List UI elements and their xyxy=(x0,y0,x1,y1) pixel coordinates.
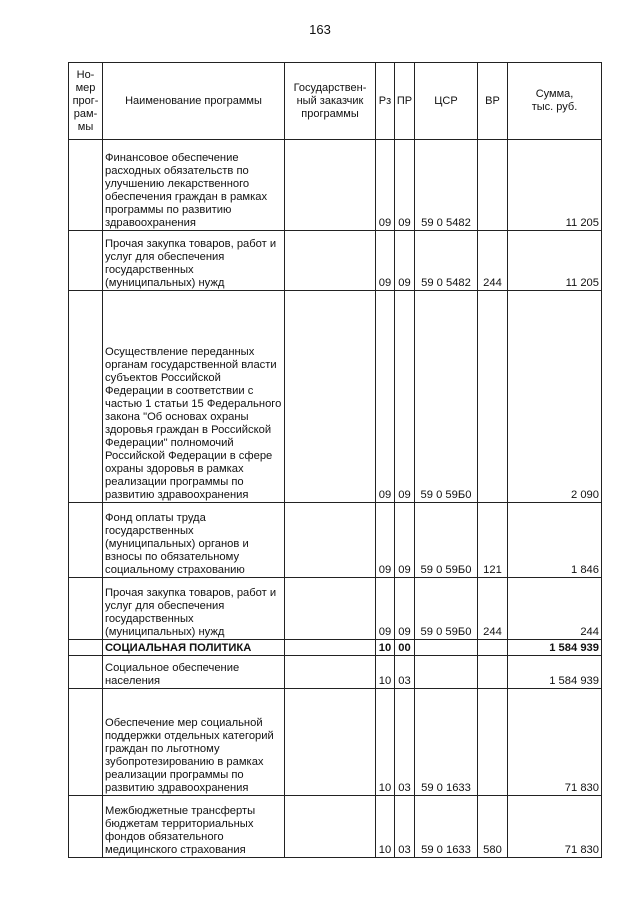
cell-csr xyxy=(415,656,478,689)
cell-customer xyxy=(285,291,376,503)
cell-csr: 59 0 5482 xyxy=(415,140,478,231)
cell-rz: 10 xyxy=(376,640,395,656)
page-number: 163 xyxy=(309,22,331,37)
cell-csr: 59 0 59Б0 xyxy=(415,578,478,640)
cell-name: Межбюджетные трансферты бюджетам территориальных фондов обязательного медицинского страхования xyxy=(103,796,285,858)
cell-name: Обеспечение мер социальной поддержки отдельных категорий граждан по льготному зубопротезированию в рамках реализации программы по развитию здравоохранения xyxy=(103,689,285,796)
cell-rz: 09 xyxy=(376,231,395,291)
header-csr: ЦСР xyxy=(415,63,478,140)
cell-customer xyxy=(285,656,376,689)
cell-number xyxy=(69,656,103,689)
cell-rz: 09 xyxy=(376,578,395,640)
cell-name: Прочая закупка товаров, работ и услуг для обеспечения государственных (муниципальных) нужд xyxy=(103,578,285,640)
cell-number xyxy=(69,231,103,291)
header-number: Но- мер прог- рам- мы xyxy=(69,63,103,140)
cell-number xyxy=(69,503,103,578)
cell-name: Финансовое обеспечение расходных обязательств по улучшению лекарственного обеспечения граждан в рамках программы по развитию здравоохранения xyxy=(103,140,285,231)
cell-pr: 03 xyxy=(395,689,415,796)
cell-name: Социальное обеспечение населения xyxy=(103,656,285,689)
cell-csr: 59 0 5482 xyxy=(415,231,478,291)
cell-customer xyxy=(285,503,376,578)
cell-customer xyxy=(285,231,376,291)
table-row xyxy=(69,640,602,656)
cell-csr: 59 0 1633 xyxy=(415,689,478,796)
header-vr: ВР xyxy=(478,63,508,140)
cell-csr xyxy=(415,640,478,656)
table-row xyxy=(69,140,602,231)
table-row xyxy=(69,796,602,858)
header-pr: ПР xyxy=(395,63,415,140)
cell-number xyxy=(69,578,103,640)
cell-customer xyxy=(285,796,376,858)
table-row xyxy=(69,503,602,578)
cell-name: Прочая закупка товаров, работ и услуг для обеспечения государственных (муниципальных) нужд xyxy=(103,231,285,291)
cell-customer xyxy=(285,689,376,796)
cell-number xyxy=(69,689,103,796)
cell-sum: 1 584 939 xyxy=(508,656,602,689)
cell-customer xyxy=(285,578,376,640)
cell-sum: 71 830 xyxy=(508,689,602,796)
cell-vr xyxy=(478,291,508,503)
cell-vr xyxy=(478,656,508,689)
cell-sum: 1 584 939 xyxy=(508,640,602,656)
cell-sum: 11 205 xyxy=(508,140,602,231)
cell-pr: 09 xyxy=(395,578,415,640)
cell-csr: 59 0 59Б0 xyxy=(415,291,478,503)
cell-name: Фонд оплаты труда государственных (муниципальных) органов и взносы по обязательному социальному страхованию xyxy=(103,503,285,578)
table-row xyxy=(69,656,602,689)
cell-csr: 59 0 1633 xyxy=(415,796,478,858)
table-row xyxy=(69,291,602,503)
cell-pr: 09 xyxy=(395,503,415,578)
cell-sum: 71 830 xyxy=(508,796,602,858)
table-row xyxy=(69,689,602,796)
table-row xyxy=(69,578,602,640)
cell-vr xyxy=(478,640,508,656)
cell-vr: 244 xyxy=(478,231,508,291)
cell-rz: 09 xyxy=(376,140,395,231)
cell-number xyxy=(69,796,103,858)
cell-customer xyxy=(285,640,376,656)
cell-pr: 00 xyxy=(395,640,415,656)
budget-table xyxy=(68,62,602,858)
cell-vr: 121 xyxy=(478,503,508,578)
cell-name: Осуществление переданных органам государственной власти субъектов Российской Федерации в соответствии с частью 1 статьи 15 Федерального закона "Об основах охраны здоровья граждан в Российской Федерации" полномочий Российской Федерации в сфере охраны здоровья в рамках реализации программы по развитию здравоохранения xyxy=(103,291,285,503)
cell-rz: 10 xyxy=(376,656,395,689)
cell-sum: 244 xyxy=(508,578,602,640)
header-sum: Сумма, тыс. руб. xyxy=(508,63,602,140)
cell-rz: 09 xyxy=(376,291,395,503)
cell-rz: 10 xyxy=(376,796,395,858)
cell-pr: 03 xyxy=(395,656,415,689)
cell-rz: 10 xyxy=(376,689,395,796)
cell-number xyxy=(69,291,103,503)
cell-number xyxy=(69,640,103,656)
cell-sum: 1 846 xyxy=(508,503,602,578)
table-row xyxy=(69,231,602,291)
cell-rz: 09 xyxy=(376,503,395,578)
cell-pr: 09 xyxy=(395,231,415,291)
cell-name: СОЦИАЛЬНАЯ ПОЛИТИКА xyxy=(103,640,285,656)
cell-vr: 244 xyxy=(478,578,508,640)
header-name: Наименование программы xyxy=(103,63,285,140)
cell-vr xyxy=(478,140,508,231)
table-header-row xyxy=(69,63,602,140)
cell-sum: 11 205 xyxy=(508,231,602,291)
cell-pr: 09 xyxy=(395,291,415,503)
cell-vr xyxy=(478,689,508,796)
cell-customer xyxy=(285,140,376,231)
cell-sum: 2 090 xyxy=(508,291,602,503)
cell-vr: 580 xyxy=(478,796,508,858)
header-customer: Государствен- ный заказчик программы xyxy=(285,63,376,140)
cell-csr: 59 0 59Б0 xyxy=(415,503,478,578)
cell-pr: 09 xyxy=(395,140,415,231)
cell-pr: 03 xyxy=(395,796,415,858)
cell-number xyxy=(69,140,103,231)
header-rz: Рз xyxy=(376,63,395,140)
